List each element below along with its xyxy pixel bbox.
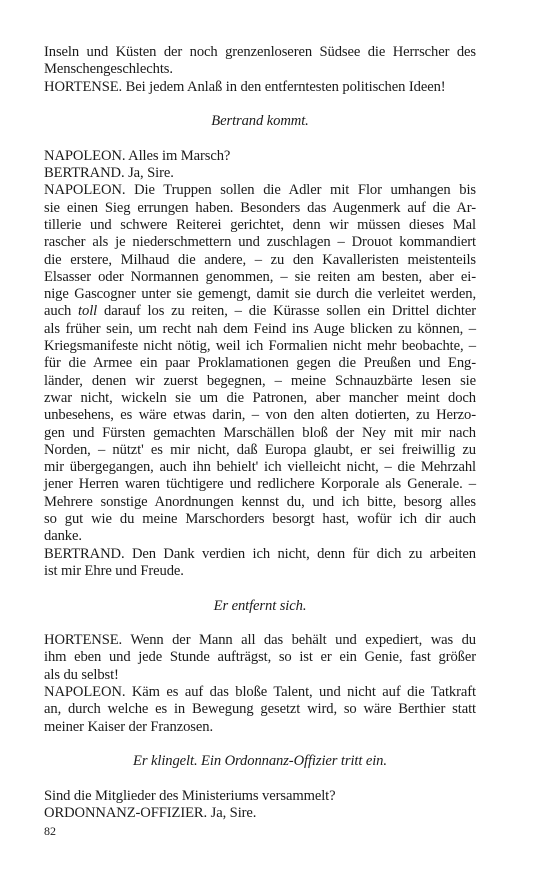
text-line: BERTRAND. Ja, Sire. [44,165,174,182]
text-line: ORDONNANZ-OFFIZIER. Ja, Sire. [44,805,257,822]
stage-direction: Bertrand kommt. [211,113,309,130]
text-line: die erstere, Milhaud die andere, – zu den Kavalleristen meistenteils [44,251,476,268]
text-line: NAPOLEON. Käm es auf das bloße Talent, und nicht auf die Tatkraft [44,683,476,700]
blank-line [44,96,476,113]
text-line: BERTRAND. Den Dank verdien ich nicht, denn für dich zu arbeiten [44,545,476,562]
text-line: an, durch welche es in Bewegung gesetzt wird, so wäre Berthier statt [44,701,476,718]
text-line: als früher sein, um recht nah dem Feind ins Auge blicken zu können, – [44,320,476,337]
text-line: NAPOLEON. Alles im Marsch? [44,147,231,164]
text-line: Menschengeschlechts. [44,61,173,78]
text-line: Kriegsmanifeste nicht nötig, weil ich Formalien nicht mehr beobachte, – [44,338,476,355]
text-line: für die Armee ein paar Proklamationen gegen die Preußen und Eng- [44,355,476,372]
text-line: meiner Kaiser der Franzosen. [44,718,214,735]
speech-block [44,788,476,805]
blank-line [44,615,476,632]
emphasis-text: toll [78,303,98,320]
text-line: Mehrere sonstige Anordnungen kennst du, und ich bitte, besorg alles [44,493,476,510]
text-line: HORTENSE. Wenn der Mann all das behält und expediert, was du [44,632,476,649]
text-line: Norden, – nützt' es mir nicht, daß Europa glaubt, er sei freiwillig zu [44,441,476,458]
text-line: gen und Fürsten gemachten Marschällen bloß der Ney mit mir nach [44,424,476,441]
text-line: ihm eben und jede Stunde aufträgst, so ist er ein Genie, fast größer [44,649,476,666]
speech-block [44,79,476,96]
text-line: tillerie und schwere Reiterei gerichtet, denn wir müssen dieses Mal [44,216,476,233]
speech-block [44,632,476,684]
text-line: als du selbst! [44,666,119,683]
speech-block [44,546,476,581]
speech-block [44,148,476,165]
text-line: NAPOLEON. Die Truppen sollen die Adler mit Flor umhangen bis [44,182,476,199]
blank-line [44,770,476,787]
stage-direction: Er entfernt sich. [213,597,307,614]
text-line: ist mir Ehre und Freude. [44,562,184,579]
text-line: Sind die Mitglieder des Ministeriums versammelt? [44,787,336,804]
text-line: HORTENSE. Bei jedem Anlaß in den entferntesten politischen Ideen! [44,78,446,95]
text-line: sie einen Sieg errungen haben. Besonders das Augenmerk auf die Ar- [44,199,476,216]
page-number: 82 [44,824,56,838]
blank-line [44,130,476,147]
text-line: Inseln und Küsten der noch grenzenloseren Südsee die Herrscher des [44,44,476,60]
speech-block [44,684,476,736]
text-line: danke. [44,528,82,545]
text-line: jener Herren waren tüchtigere und redlichere Korporale als Generale. – [44,476,476,493]
speech-block [44,182,476,545]
text-line: so gut wie du meine Marschorders besorgt hast, wofür ich dir auch [44,511,476,528]
blank-line [44,736,476,753]
text-line: länder, denen wir zuerst begegnen, – meine Schnauzbärte lesen sie [44,372,476,389]
text-line: mir übergegangen, auch ihn behielt' ich vielleicht nicht, – die Mehrzahl [44,459,476,476]
speech-block [44,165,476,182]
text-line: nige Gascogner unter sie gemengt, damit sie durch die verleitet werden, [44,286,476,303]
text-line: rascher als je niederschmettern und zuschlagen – Drouot kommandiert [44,234,476,251]
speech-block [44,805,476,822]
text-line: unbesehens, es wäre etwas darin, – von den alten dotierten, zu Herzo- [44,407,476,424]
book-page-text [44,44,476,822]
blank-line [44,580,476,597]
speech-block [44,44,476,79]
stage-direction: Er klingelt. Ein Ordonnanz-Offizier tritt ein. [133,753,387,770]
text-line: Elsasser oder Normannen genommen, – sie reiten am besten, aber ei- [44,268,476,285]
text-line: auch toll darauf los zu reiten, – die Kürasse sollen ein Drittel dichter [44,303,477,320]
text-line: zwar nicht, wickeln sie um die Patronen, aber mancher meint doch [44,389,476,406]
